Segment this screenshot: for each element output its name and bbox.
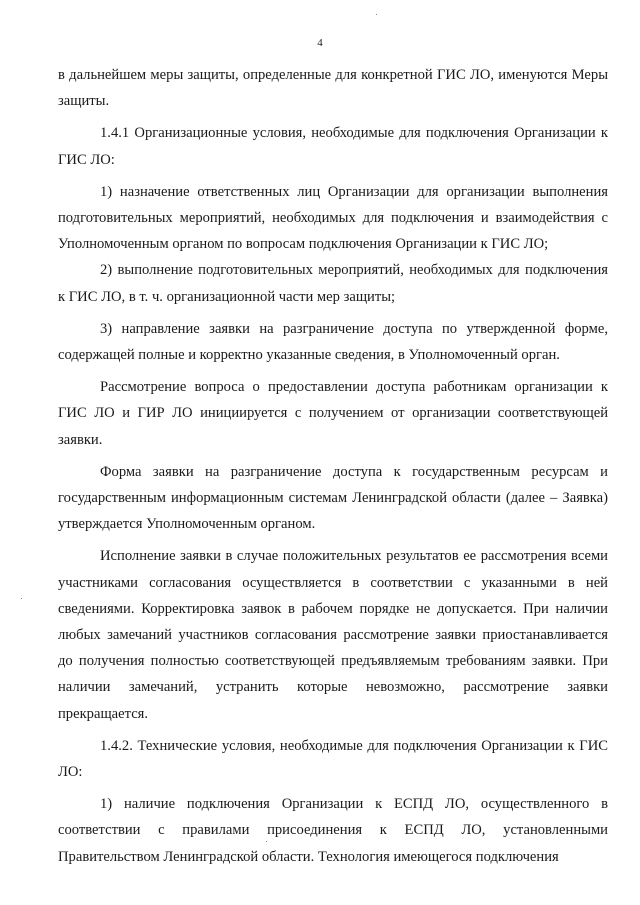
list-item-1: 1) назначение ответственных лиц Организации для организации выполнения подготовительных мероприятий, необходимых для подключения и взаимодействия с Уполномоченным органом по вопросам подключения Организации к ГИС ЛО; <box>58 183 608 253</box>
list-item-espd: 1) наличие подключения Организации к ЕСПД ЛО, осуществленного в соответствии с правилами присоединения к ЕСПД ЛО, установленными Правительством Ленинградской области. Технология имеющегося подключения <box>58 796 608 865</box>
list-item-3: 3) направление заявки на разграничение доступа по утвержденной форме, содержащей полные и корректно указанные сведения, в Уполномоченный орган. <box>58 320 608 364</box>
paragraph-section-1-4-1: 1.4.1 Организационные условия, необходимые для подключения Организации к ГИС ЛО: <box>58 125 608 168</box>
document-body <box>58 62 608 870</box>
page-number: 4 <box>317 37 323 49</box>
paragraph-continuation: в дальнейшем меры защиты, определенные для конкретной ГИС ЛО, именуются Меры защиты. <box>58 67 608 110</box>
list-item-2: 2) выполнение подготовительных мероприятий, необходимых для подключения к ГИС ЛО, в т. ч. организационной части мер защиты; <box>58 262 608 305</box>
scan-speck <box>21 598 22 599</box>
paragraph-request-form: Форма заявки на разграничение доступа к государственным ресурсам и государственным информационным системам Ленинградской области (далее – Заявка) утверждается Уполномоченным органом. <box>58 463 608 533</box>
scan-speck <box>266 841 267 842</box>
paragraph-section-1-4-2: 1.4.2. Технические условия, необходимые для подключения Организации к ГИС ЛО: <box>58 737 608 781</box>
scan-speck <box>376 14 377 15</box>
paragraph-access-review: Рассмотрение вопроса о предоставлении доступа работникам организации к ГИС ЛО и ГИР ЛО инициируется с получением от организации соответствующей заявки. <box>58 379 608 448</box>
paragraph-request-execution: Исполнение заявки в случае положительных результатов ее рассмотрения всеми участниками согласования осуществляется в соответствии с указанными в ней сведениями. Корректировка заявок в рабочем порядке не допускается. При наличии любых замечаний участников согласования рассмотрение заявки приостанавливается до получения полностью соответствующей предъявляемым требованиям заявки. При наличии замечаний, устранить которые невозможно, рассмотрение заявки прекращается. <box>58 548 608 722</box>
